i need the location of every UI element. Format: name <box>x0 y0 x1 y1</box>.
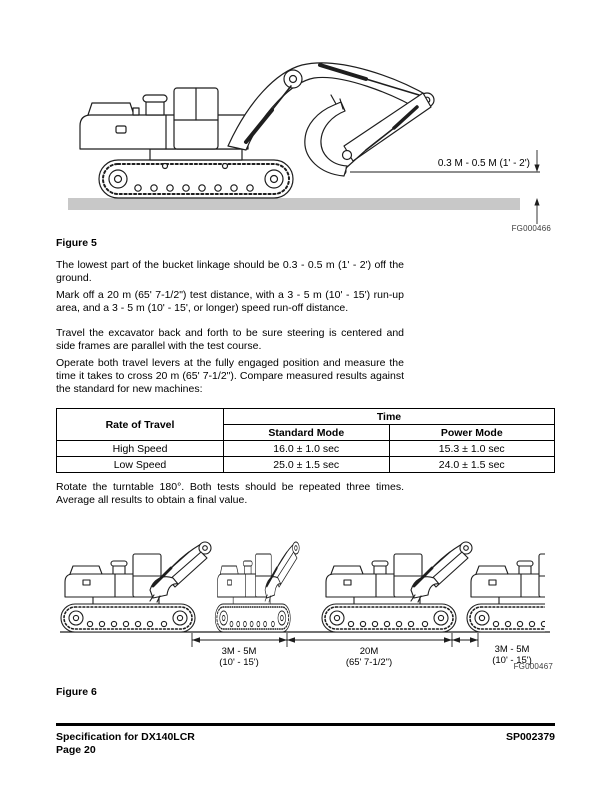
arrow-down-icon <box>534 165 539 173</box>
figure5-code: FG000466 <box>511 224 551 233</box>
excavator-drawing <box>80 63 434 198</box>
test-distance-label: 20M <box>359 646 379 657</box>
ground-bar <box>68 198 520 210</box>
header-power-mode: Power Mode <box>389 425 555 441</box>
runoff-distance-label: 3M - 5M <box>494 644 530 655</box>
excavator-start <box>61 542 211 632</box>
cell-low-standard: 25.0 ± 1.5 sec <box>224 457 390 473</box>
excavator-test <box>322 542 472 632</box>
table-header-row <box>57 409 555 425</box>
table-row <box>57 441 555 457</box>
cell-low-power: 24.0 ± 1.5 sec <box>389 457 555 473</box>
cell-low-speed: Low Speed <box>57 457 224 473</box>
paragraph-mark-off: Mark off a 20 m (65' 7-1/2") test distance, with a 3 - 5 m (10' - 15') run-up area, and a 3 - 5 m (10' - 15', or longer) speed run-off distance. <box>56 289 404 314</box>
footer-doc-title: Specification for DX140LCR <box>56 731 195 743</box>
table-row <box>57 457 555 473</box>
excavator-runoff <box>467 542 611 632</box>
footer-doc-code: SP002379 <box>505 731 555 743</box>
footer-rule <box>56 723 555 726</box>
travel-speed-table <box>56 408 555 473</box>
footer-page-number: Page 20 <box>56 744 96 756</box>
excavator-runup <box>215 542 299 632</box>
cell-high-speed: High Speed <box>57 441 224 457</box>
arrow-up-icon <box>534 198 539 206</box>
figure6-code: FG000467 <box>513 662 553 671</box>
paragraph-operate: Operate both travel levers at the fully engaged position and measure the time it takes to cross 20 m (65' 7-1/2"). Compare measured results against the standard for new machines: <box>56 357 404 395</box>
paragraph-travel: Travel the excavator back and forth to be sure steering is centered and side frames are parallel with the test course. <box>56 327 404 352</box>
figure6-caption: Figure 6 <box>56 686 97 698</box>
figure5-illustration <box>0 0 611 240</box>
cell-high-standard: 16.0 ± 1.0 sec <box>224 441 390 457</box>
cell-high-power: 15.3 ± 1.0 sec <box>389 441 555 457</box>
figure5-caption: Figure 5 <box>56 237 97 249</box>
figure6-dimension-lines <box>192 633 478 647</box>
paragraph-rotate: Rotate the turntable 180°. Both tests should be repeated three times. Average all results to obtain a final value. <box>56 481 404 506</box>
figure6-dimension-labels <box>219 644 532 668</box>
header-time: Time <box>224 409 555 425</box>
runoff-distance-feet: (10' - 15') <box>492 655 532 666</box>
paragraph-bucket-linkage: The lowest part of the bucket linkage should be 0.3 - 0.5 m (1' - 2') off the ground. <box>56 259 404 284</box>
test-distance-feet: (65' 7-1/2") <box>345 657 393 668</box>
header-rate-of-travel: Rate of Travel <box>57 409 224 441</box>
runup-distance-feet: (10' - 15') <box>219 657 259 668</box>
figure5-dimension-label: 0.3 M - 0.5 M (1' - 2') <box>437 158 530 169</box>
runup-distance-label: 3M - 5M <box>221 646 257 657</box>
header-standard-mode: Standard Mode <box>224 425 390 441</box>
